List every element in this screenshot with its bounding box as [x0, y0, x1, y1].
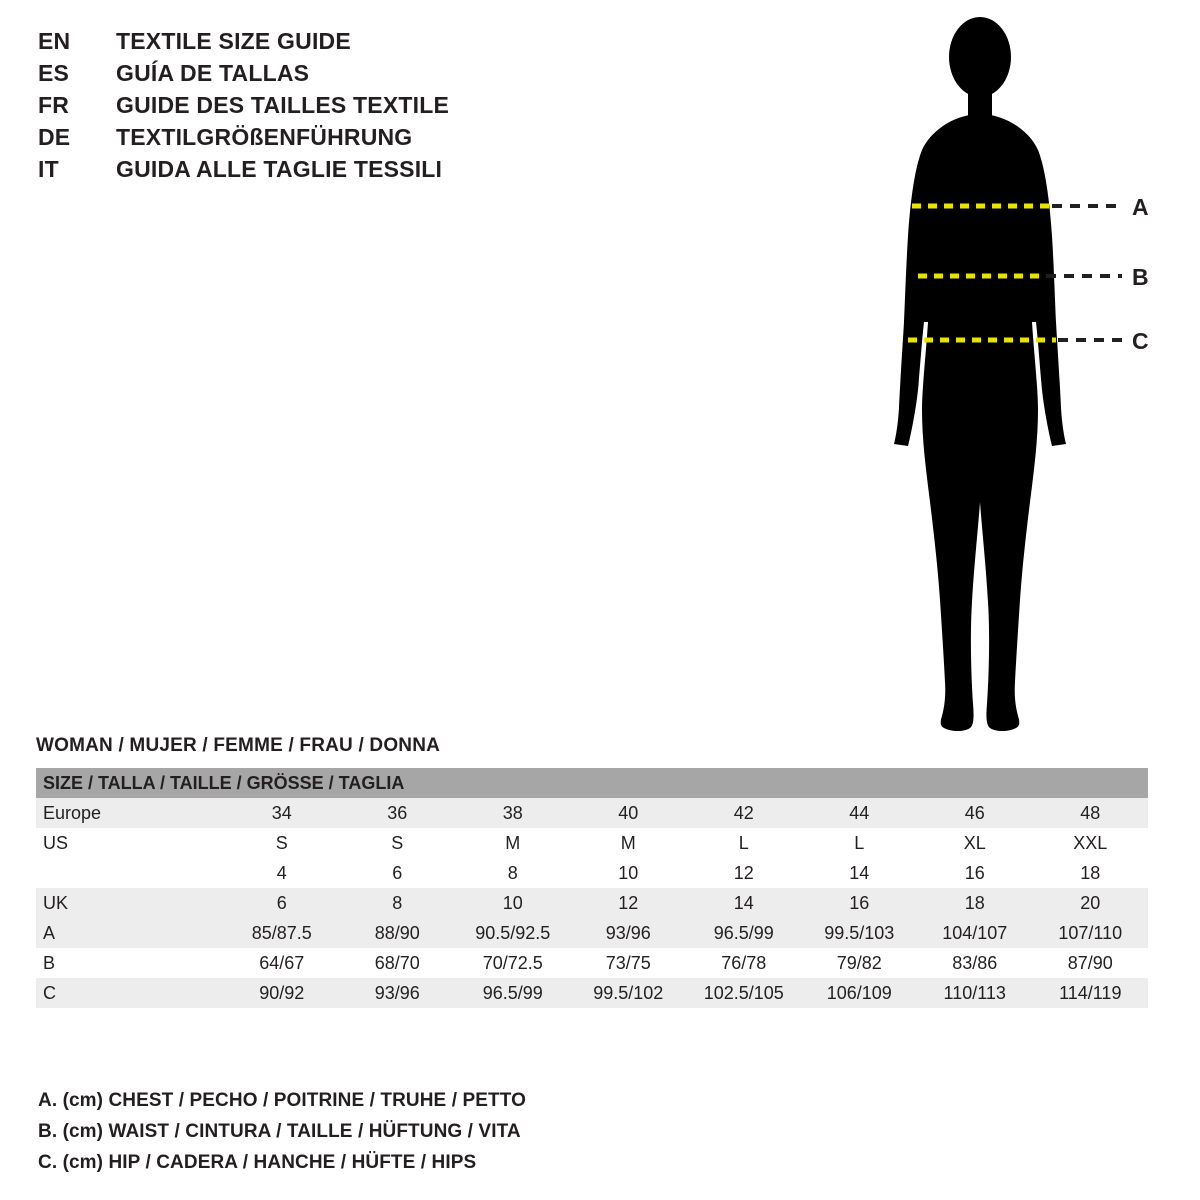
table-cell: 6: [340, 858, 456, 888]
table-cell: 12: [571, 888, 687, 918]
table-cell: 8: [340, 888, 456, 918]
table-section-title: WOMAN / MUJER / FEMME / FRAU / DONNA: [36, 735, 441, 756]
table-cell: 107/110: [1033, 918, 1149, 948]
table-cell: 114/119: [1033, 978, 1149, 1008]
language-code: FR: [38, 92, 70, 118]
table-cell: XXL: [1033, 828, 1149, 858]
table-header-row: [36, 768, 1148, 798]
table-cell: XL: [917, 828, 1033, 858]
measure-label-b: B: [1132, 264, 1149, 290]
measurement-legend: [38, 1090, 838, 1183]
table-cell: 87/90: [1033, 948, 1149, 978]
legend-hip: C. (cm) HIP / CADERA / HANCHE / HÜFTE / HIPS: [38, 1152, 477, 1173]
legend-waist: B. (cm) WAIST / CINTURA / TAILLE / HÜFTUNG / VITA: [38, 1121, 521, 1142]
language-title: TEXTILGRÖßENFÜHRUNG: [116, 124, 413, 150]
size-table-section: [36, 735, 1164, 1008]
table-cell: 90.5/92.5: [455, 918, 571, 948]
table-cell: 93/96: [340, 978, 456, 1008]
table-cell: 64/67: [224, 948, 340, 978]
table-cell: 6: [224, 888, 340, 918]
language-row-en: [38, 28, 598, 60]
row-label: A: [36, 918, 224, 948]
table-cell: S: [224, 828, 340, 858]
row-label: C: [36, 978, 224, 1008]
female-body-silhouette-icon: [860, 10, 1190, 750]
table-cell: 96.5/99: [686, 918, 802, 948]
language-row-it: [38, 156, 598, 188]
table-cell: 36: [340, 798, 456, 828]
table-header-label: SIZE / TALLA / TAILLE / GRÖSSE / TAGLIA: [36, 768, 1148, 798]
table-cell: 76/78: [686, 948, 802, 978]
table-cell: 106/109: [802, 978, 918, 1008]
table-cell: 99.5/103: [802, 918, 918, 948]
legend-chest: A. (cm) CHEST / PECHO / POITRINE / TRUHE / PETTO: [38, 1090, 526, 1111]
table-cell: M: [455, 828, 571, 858]
table-row: [36, 858, 1148, 888]
row-label: US: [36, 828, 224, 858]
table-cell: 68/70: [340, 948, 456, 978]
table-cell: 73/75: [571, 948, 687, 978]
language-row-de: [38, 124, 598, 156]
language-code: DE: [38, 124, 71, 150]
language-row-fr: [38, 92, 598, 124]
table-cell: 14: [802, 858, 918, 888]
table-cell: 90/92: [224, 978, 340, 1008]
table-cell: 14: [686, 888, 802, 918]
table-cell: L: [802, 828, 918, 858]
table-cell: 18: [1033, 858, 1149, 888]
size-table: [36, 768, 1148, 1008]
table-row: [36, 948, 1148, 978]
language-title: GUIDA ALLE TAGLIE TESSILI: [116, 156, 443, 182]
table-cell: 44: [802, 798, 918, 828]
row-label: [36, 858, 224, 888]
table-cell: M: [571, 828, 687, 858]
table-cell: S: [340, 828, 456, 858]
table-cell: 10: [455, 888, 571, 918]
row-label: B: [36, 948, 224, 978]
table-cell: 70/72.5: [455, 948, 571, 978]
table-row: [36, 918, 1148, 948]
language-code: IT: [38, 156, 59, 182]
table-cell: L: [686, 828, 802, 858]
table-cell: 34: [224, 798, 340, 828]
language-title: GUÍA DE TALLAS: [116, 60, 310, 86]
table-cell: 85/87.5: [224, 918, 340, 948]
table-cell: 110/113: [917, 978, 1033, 1008]
table-cell: 42: [686, 798, 802, 828]
language-title: TEXTILE SIZE GUIDE: [116, 28, 351, 54]
table-row: [36, 828, 1148, 858]
table-cell: 12: [686, 858, 802, 888]
language-title-list: [38, 28, 598, 188]
table-cell: 16: [802, 888, 918, 918]
table-row: [36, 798, 1148, 828]
table-cell: 20: [1033, 888, 1149, 918]
language-code: EN: [38, 28, 71, 54]
female-silhouette-diagram: [860, 10, 1190, 750]
measure-label-a: A: [1132, 194, 1149, 220]
language-title: GUIDE DES TAILLES TEXTILE: [116, 92, 449, 118]
table-cell: 18: [917, 888, 1033, 918]
language-row-es: [38, 60, 598, 92]
table-row: [36, 978, 1148, 1008]
table-cell: 38: [455, 798, 571, 828]
table-cell: 10: [571, 858, 687, 888]
table-cell: 8: [455, 858, 571, 888]
table-cell: 16: [917, 858, 1033, 888]
table-cell: 40: [571, 798, 687, 828]
table-cell: 4: [224, 858, 340, 888]
table-cell: 102.5/105: [686, 978, 802, 1008]
table-cell: 88/90: [340, 918, 456, 948]
table-row: [36, 888, 1148, 918]
table-cell: 96.5/99: [455, 978, 571, 1008]
table-cell: 79/82: [802, 948, 918, 978]
measure-label-c: C: [1132, 328, 1149, 354]
table-cell: 93/96: [571, 918, 687, 948]
table-cell: 48: [1033, 798, 1149, 828]
row-label: UK: [36, 888, 224, 918]
table-cell: 83/86: [917, 948, 1033, 978]
table-cell: 46: [917, 798, 1033, 828]
table-cell: 99.5/102: [571, 978, 687, 1008]
language-code: ES: [38, 60, 70, 86]
row-label: Europe: [36, 798, 224, 828]
table-cell: 104/107: [917, 918, 1033, 948]
